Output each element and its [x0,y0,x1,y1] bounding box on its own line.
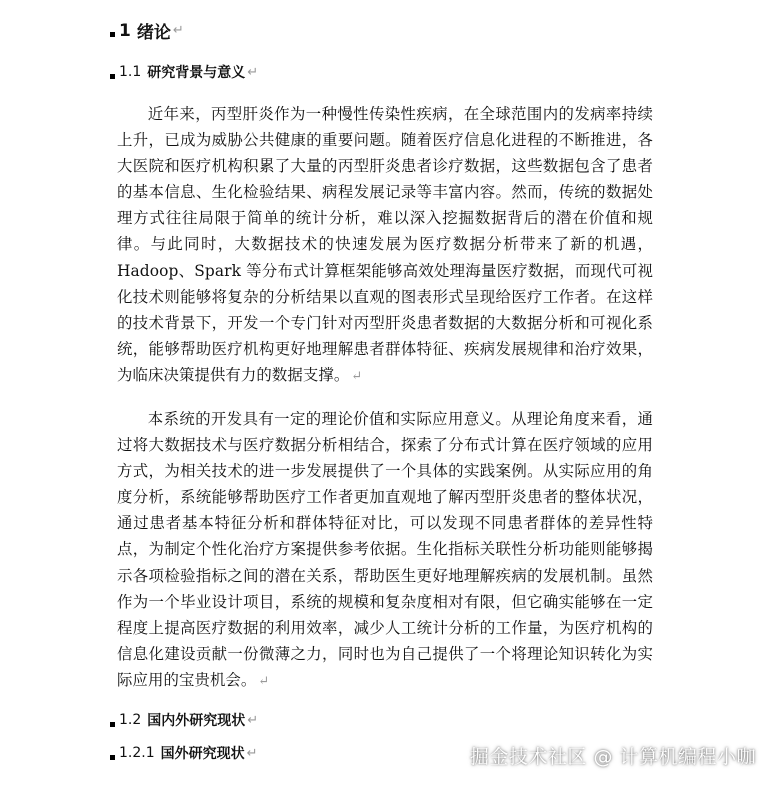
heading-bullet [110,74,115,79]
chapter-number: 1 [119,20,131,41]
section-number: 1.2 [119,712,142,728]
chapter-heading [110,18,184,43]
section-heading-1-1 [110,62,258,82]
chapter-title: 绪论 [136,23,171,43]
section-title: 研究背景与意义 [147,65,246,81]
site-watermark: 掘金技术社区 @ 计算机编程小咖 [469,746,756,768]
paragraph-mark: ↵ [247,64,259,80]
heading-bullet [110,755,115,760]
paragraph-mark: ↵ [247,712,259,728]
paragraph-mark: ↵ [246,745,258,761]
paragraph-mark: ↵ [351,368,363,384]
section-heading-1-2 [110,710,258,730]
paragraph-mark: ↵ [258,673,270,689]
section-title: 国内外研究现状 [147,713,246,729]
paragraph-text: 近年来，丙型肝炎作为一种慢性传染性疾病，在全球范围内的发病率持续上升，已成为威胁公共健康的重要问题。随着医疗信息化进程的不断推进，各大医院和医疗机构积累了大量的丙型肝炎患者诊疗数据，这些数据包含了患者的基本信息、生化检验结果、病程发展记录等丰富内容。然而，传统的数据处理方式往往局限于简单的统计分析，难以深入挖掘数据背后的潜在价值和规律。与此同时，大数据技术的快速发展为医疗数据分析带来了新的机遇，Hadoop、Spark 等分布式计算框架能够高效处理海量医疗数据，而现代可视化技术则能够将复杂的分析结果以直观的图表形式呈现给医疗工作者。在这样的技术背景下，开发一个专门针对丙型肝炎患者数据的大数据分析和可视化系统，能够帮助医疗机构更好地理解患者群体特征、疾病发展规律和治疗效果，为临床决策提供有力的数据支撑。 [117,105,653,384]
heading-bullet [110,32,115,37]
subsection-number: 1.2.1 [119,745,155,761]
subsection-heading-1-2-1 [110,743,258,763]
subsection-title: 国外研究现状 [160,746,245,762]
paragraph-mark: ↵ [172,23,184,38]
paragraph-text: 本系统的开发具有一定的理论价值和实际应用意义。从理论角度来看，通过将大数据技术与医疗数据分析相结合，探索了分布式计算在医疗领域的应用方式，为相关技术的进一步发展提供了一个具体的实践案例。从实际应用的角度分析，系统能够帮助医疗工作者更加直观地了解丙型肝炎患者的整体状况，通过患者基本特征分析和群体特征对比，可以发现不同患者群体的差异性特点，为制定个性化治疗方案提供参考依据。生化指标关联性分析功能则能够揭示各项检验指标之间的潜在关系，帮助医生更好地理解疾病的发展机制。虽然作为一个毕业设计项目，系统的规模和复杂度相对有限，但它确实能够在一定程度上提高医疗数据的利用效率，减少人工统计分析的工作量，为医疗机构的信息化建设贡献一份微薄之力，同时也为自己提供了一个将理论知识转化为实际应用的宝贵机会。 [117,410,653,689]
heading-bullet [110,722,115,727]
section-number: 1.1 [119,64,142,80]
body-paragraph-2 [117,406,653,695]
body-paragraph-1 [117,101,653,390]
